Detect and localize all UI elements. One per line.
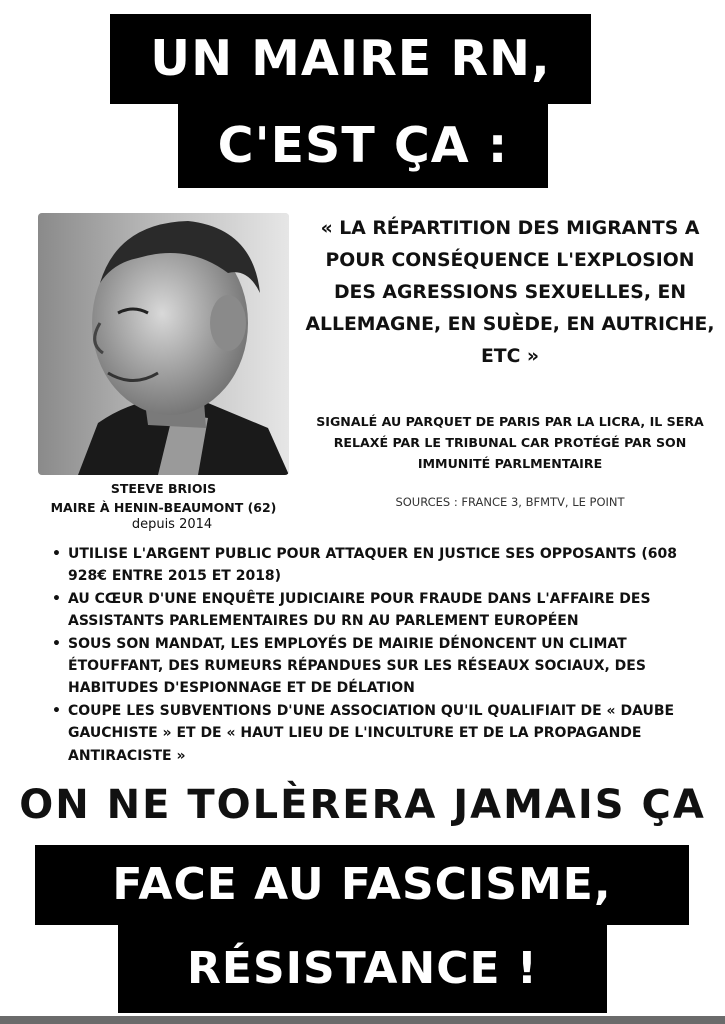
slogan: ON NE TOLÈRERA JAMAIS ÇA bbox=[19, 782, 706, 828]
bullet-marker: • bbox=[52, 546, 61, 562]
photo-caption-name: STEEVE BRIOIS bbox=[110, 481, 217, 496]
bullet-text: AU CŒUR D'UNE ENQUÊTE JUDICIAIRE POUR FRAUDE DANS L'AFFAIRE DES ASSISTANTS PARLEMENTAIRES DU RN AU PARLEMENT EUROPÉEN bbox=[68, 590, 651, 630]
headline-line-2: C'EST ÇA : bbox=[178, 104, 548, 188]
quote-text: « LA RÉPARTITION DES MIGRANTS A POUR CONSÉQUENCE L'EXPLOSION DES AGRESSIONS SEXUELLES, EN ALLEMAGNE, EN SUÈDE, EN AUTRICHE, ETC » bbox=[305, 218, 715, 367]
bullet-text: SOUS SON MANDAT, LES EMPLOYÉS DE MAIRIE DÉNONCENT UN CLIMAT ÉTOUFFANT, DES RUMEURS RÉPANDUES SUR LES RÉSEAUX SOCIAUX, DES HABITUDES D'ESPIONNAGE ET DE DÉLATION bbox=[68, 635, 646, 697]
bullet-list bbox=[52, 543, 717, 767]
photo-caption-role: MAIRE À HENIN-BEAUMONT (62) bbox=[50, 500, 277, 515]
bottom-divider bbox=[0, 1016, 725, 1024]
bullet-text: UTILISE L'ARGENT PUBLIC POUR ATTAQUER EN JUSTICE SES OPPOSANTS (608 928€ ENTRE 2015 ET 2018) bbox=[68, 546, 677, 585]
headline-line-1: UN MAIRE RN, bbox=[110, 14, 591, 104]
photo-caption-since: depuis 2014 bbox=[131, 517, 213, 532]
closing-line-1: FACE AU FASCISME, bbox=[35, 845, 689, 925]
bullet-item bbox=[52, 633, 717, 700]
bullet-text: COUPE LES SUBVENTIONS D'UNE ASSOCIATION QU'IL QUALIFIAIT DE « DAUBE GAUCHISTE » ET DE « HAUT LIEU DE L'INCULTURE ET DE LA PROPAGANDE ANTIRACISTE » bbox=[68, 702, 675, 764]
portrait-photo bbox=[38, 213, 289, 475]
bullet-marker: • bbox=[52, 702, 61, 719]
quote-note: SIGNALÉ AU PARQUET DE PARIS PAR LA LICRA, IL SERA RELAXÉ PAR LE TRIBUNAL CAR PROTÉGÉ PAR SON IMMUNITÉ PARLMENTAIRE bbox=[316, 414, 704, 471]
bullet-item bbox=[52, 700, 717, 767]
closing-line-2: RÉSISTANCE ! bbox=[118, 925, 607, 1013]
sources-line: SOURCES : FRANCE 3, BFMTV, LE POINT bbox=[395, 495, 625, 509]
bullet-item bbox=[52, 543, 717, 588]
bullet-marker: • bbox=[52, 635, 61, 652]
bullet-item bbox=[52, 588, 717, 633]
bullet-marker: • bbox=[52, 590, 61, 607]
